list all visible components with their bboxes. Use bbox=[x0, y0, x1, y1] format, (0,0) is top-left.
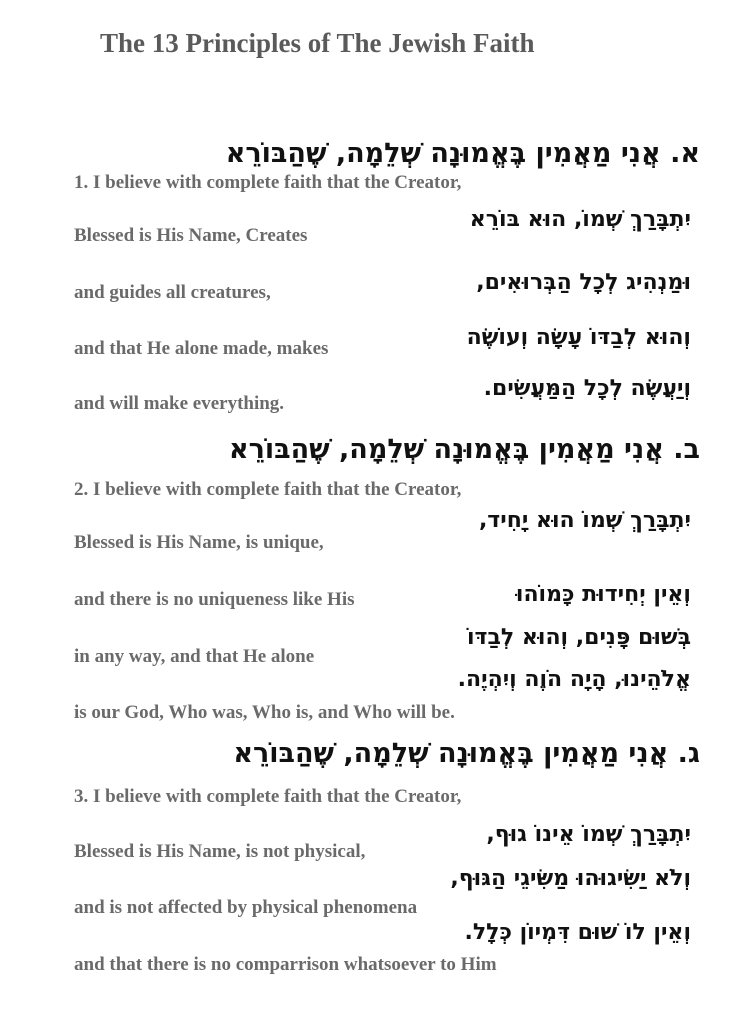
principle-1-hebrew-line-2: וּמַנְהִיג לְכָל הַבְּרוּאִים, bbox=[476, 270, 691, 295]
principle-2-hebrew-line-2: וְאֵין יְחִידוּת כָּמוֹהוּ bbox=[515, 582, 691, 607]
principle-2-english-lead: 2. I believe with complete faith that the Creator, bbox=[74, 479, 462, 500]
principle-3-english-lead: 3. I believe with complete faith that the Creator, bbox=[74, 786, 462, 807]
principle-2-hebrew-line-4: אֱלֹהֵינוּ, הָיָה הֹוֶה וְיִהְיֶה. bbox=[457, 667, 691, 692]
principle-2-english-line-2: and there is no uniqueness like His bbox=[74, 589, 355, 610]
principle-1-hebrew-line-4: וְיַעֲשֶׂה לְכָל הַמַּעֲשִׂים. bbox=[483, 376, 691, 401]
principle-1-english-line-4: and will make everything. bbox=[74, 393, 285, 414]
principle-3-english-line-2: and is not affected by physical phenomena bbox=[74, 897, 418, 918]
principle-3-hebrew-line-2: וְלֹא יַשִּׂיגוּהוּ מַשִּׂיגֵי הַגּוּף, bbox=[450, 866, 691, 891]
principle-1-english-line-1: Blessed is His Name, Creates bbox=[74, 225, 308, 246]
principle-1-english-line-3: and that He alone made, makes bbox=[74, 338, 329, 359]
principle-1-english-lead: 1. I believe with complete faith that the Creator, bbox=[74, 172, 462, 193]
page-title: The 13 Principles of The Jewish Faith bbox=[100, 28, 535, 58]
principle-2-hebrew-header: ב. אֲנִי מַאֲמִין בֶּאֱמוּנָה שְׁלֵמָה, שֶׁהַבּוֹרֵא bbox=[228, 434, 700, 465]
principle-3-english-line-3: and that there is no comparrison whatsoever to Him bbox=[74, 954, 497, 975]
principle-3-hebrew-line-1: יִתְבָּרַךְ שְׁמוֹ אֵינוֹ גוּף, bbox=[486, 822, 691, 847]
principle-2-english-line-3: in any way, and that He alone bbox=[74, 646, 315, 667]
principle-3-hebrew-line-3: וְאֵין לוֹ שׁוּם דִּמְיוֹן כְּלָל. bbox=[464, 920, 691, 945]
principle-3-hebrew-header: ג. אֲנִי מַאֲמִין בֶּאֱמוּנָה שְׁלֵמָה, שֶׁהַבּוֹרֵא bbox=[233, 738, 700, 769]
principle-2-hebrew-line-3: בְּשׁוּם פָּנִים, וְהוּא לְבַדּוֹ bbox=[467, 625, 691, 650]
principle-1-hebrew-header: א. אֲנִי מַאֲמִין בֶּאֱמוּנָה שְׁלֵמָה, שֶׁהַבּוֹרֵא bbox=[225, 138, 700, 169]
principle-2-english-line-4: is our God, Who was, Who is, and Who will be. bbox=[74, 702, 455, 723]
principle-1-hebrew-line-3: וְהוּא לְבַדּוֹ עָשָׂה וְעוֹשֶׂה bbox=[466, 325, 691, 350]
principle-3-english-line-1: Blessed is His Name, is not physical, bbox=[74, 841, 366, 862]
principle-1-hebrew-line-1: יִתְבָּרַךְ שְׁמוֹ, הוּא בּוֹרֵא bbox=[469, 207, 691, 232]
principle-2-english-line-1: Blessed is His Name, is unique, bbox=[74, 532, 324, 553]
principle-2-hebrew-line-1: יִתְבָּרַךְ שְׁמוֹ הוּא יָחִיד, bbox=[478, 508, 691, 533]
principle-1-english-line-2: and guides all creatures, bbox=[74, 282, 271, 303]
